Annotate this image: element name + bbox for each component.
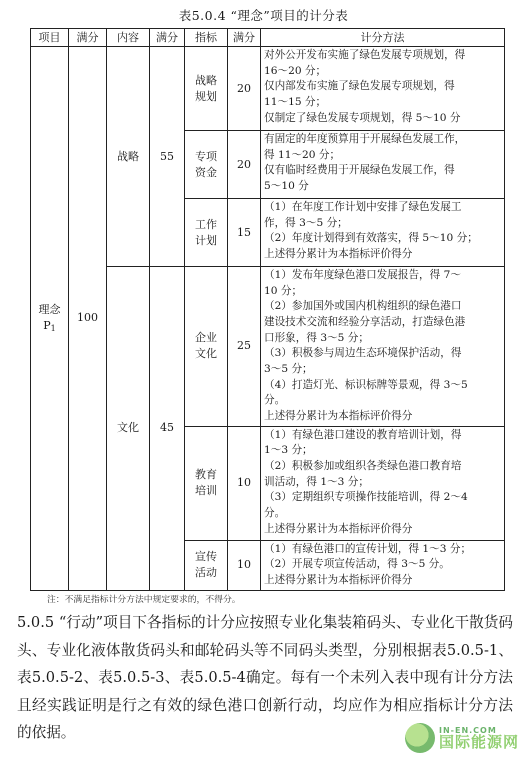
method-special-fund: 有固定的年度预算用于开展绿色发展工作， 得 11～20 分； 仅有临时经费用于开展绿色发展工作，得 5～10 分: [261, 131, 505, 199]
header-project: 项目: [31, 29, 69, 47]
table-caption: 表5.0.4 “理念”项目的计分表: [178, 8, 349, 23]
header-method: 计分方法: [261, 29, 505, 47]
watermark: [405, 720, 519, 756]
indicator-special-fund: 专项 资金: [185, 131, 228, 199]
indicator-special-fund-score: 20: [228, 131, 261, 199]
project-code-sub: 1: [50, 324, 56, 334]
content-culture: 文化: [107, 267, 150, 591]
method-education-training: （1）有绿色港口建设的教育培训计划，得 1～3 分； （2）积极参加或组织各类绿色港口教育培 训活动，得 1～3 分； （3）定期组织专项操作技能培训，得 2～4 分。 上述得分累计为本指标评价得分: [261, 426, 505, 540]
method-work-plan: （1）在年度工作计划中安排了绿色发展工 作，得 3～5 分； （2）年度计划得到有效落实，得 5～10 分； 上述得分累计为本指标评价得分: [261, 199, 505, 267]
project-score: 100: [69, 47, 107, 591]
header-score-1: 满分: [69, 29, 107, 47]
indicator-strategy-plan-score: 20: [228, 47, 261, 131]
leaf-logo-icon: [405, 723, 435, 753]
indicator-publicity: 宣传 活动: [185, 540, 228, 590]
watermark-top: IN-EN.COM: [438, 725, 497, 735]
indicator-work-plan: 工作 计划: [185, 199, 228, 267]
header-score-3: 满分: [228, 29, 261, 47]
indicator-corporate-culture: 企业 文化: [185, 267, 228, 427]
project-code: P: [43, 319, 51, 333]
indicator-corporate-culture-score: 25: [228, 267, 261, 427]
method-publicity: （1）有绿色港口的宣传计划，得 1～3 分； （2）开展专项宣传活动，得 3～5 分。 上述得分累计为本指标评价得分: [261, 540, 505, 590]
body-paragraph: 5.0.5 “行动”项目下各指标的计分应按照专业化集装箱码头、专业化干散货码头、专业化液体散货码头和邮轮码头等不同码头类型，分别根据表5.0.5-1、表5.0.5-2、表5.0.5-3、表5.0.5-4确定。每有一个未列入表中现有计分方法且经实践证明是行之有效的绿色港口创新行动，均应作为相应指标计分方法的依据。: [17, 614, 513, 741]
indicator-education-training-score: 10: [228, 426, 261, 540]
indicator-publicity-score: 10: [228, 540, 261, 590]
indicator-education-training: 教育 培训: [185, 426, 228, 540]
table-header-row: [31, 29, 505, 47]
project-cell: [31, 47, 69, 591]
table-note: 注：不满足指标计分方法中规定要求的，不得分。: [47, 595, 241, 605]
header-score-2: 满分: [150, 29, 185, 47]
table-row: [31, 47, 505, 131]
project-name: 理念: [38, 303, 61, 317]
content-culture-score: 45: [150, 267, 185, 591]
content-strategy: 战略: [107, 47, 150, 267]
header-indicator: 指标: [185, 29, 228, 47]
method-strategy-plan: 对外公开发布实施了绿色发展专项规划，得 16～20 分； 仅内部发布实施了绿色发展专项规划，得 11～15 分； 仅制定了绿色发展专项规划，得 5～10 分: [261, 47, 505, 131]
method-corporate-culture: （1）发布年度绿色港口发展报告，得 7～ 10 分； （2）参加国外或国内机构组织的绿色港口 建设技术交流和经验分享活动，打造绿色港 口形象，得 3～5 分； （3）积极参与周边生态环境保护活动，得 3～5 分； （4）打造灯光、标识标牌等景观，得 3～5 分。 上述得分累计为本指标评价得分: [261, 267, 505, 427]
scoring-table: [30, 28, 505, 591]
header-content: 内容: [107, 29, 150, 47]
content-strategy-score: 55: [150, 47, 185, 267]
indicator-work-plan-score: 15: [228, 199, 261, 267]
watermark-bottom: 国际能源网: [438, 732, 519, 751]
indicator-strategy-plan: 战略 规划: [185, 47, 228, 131]
